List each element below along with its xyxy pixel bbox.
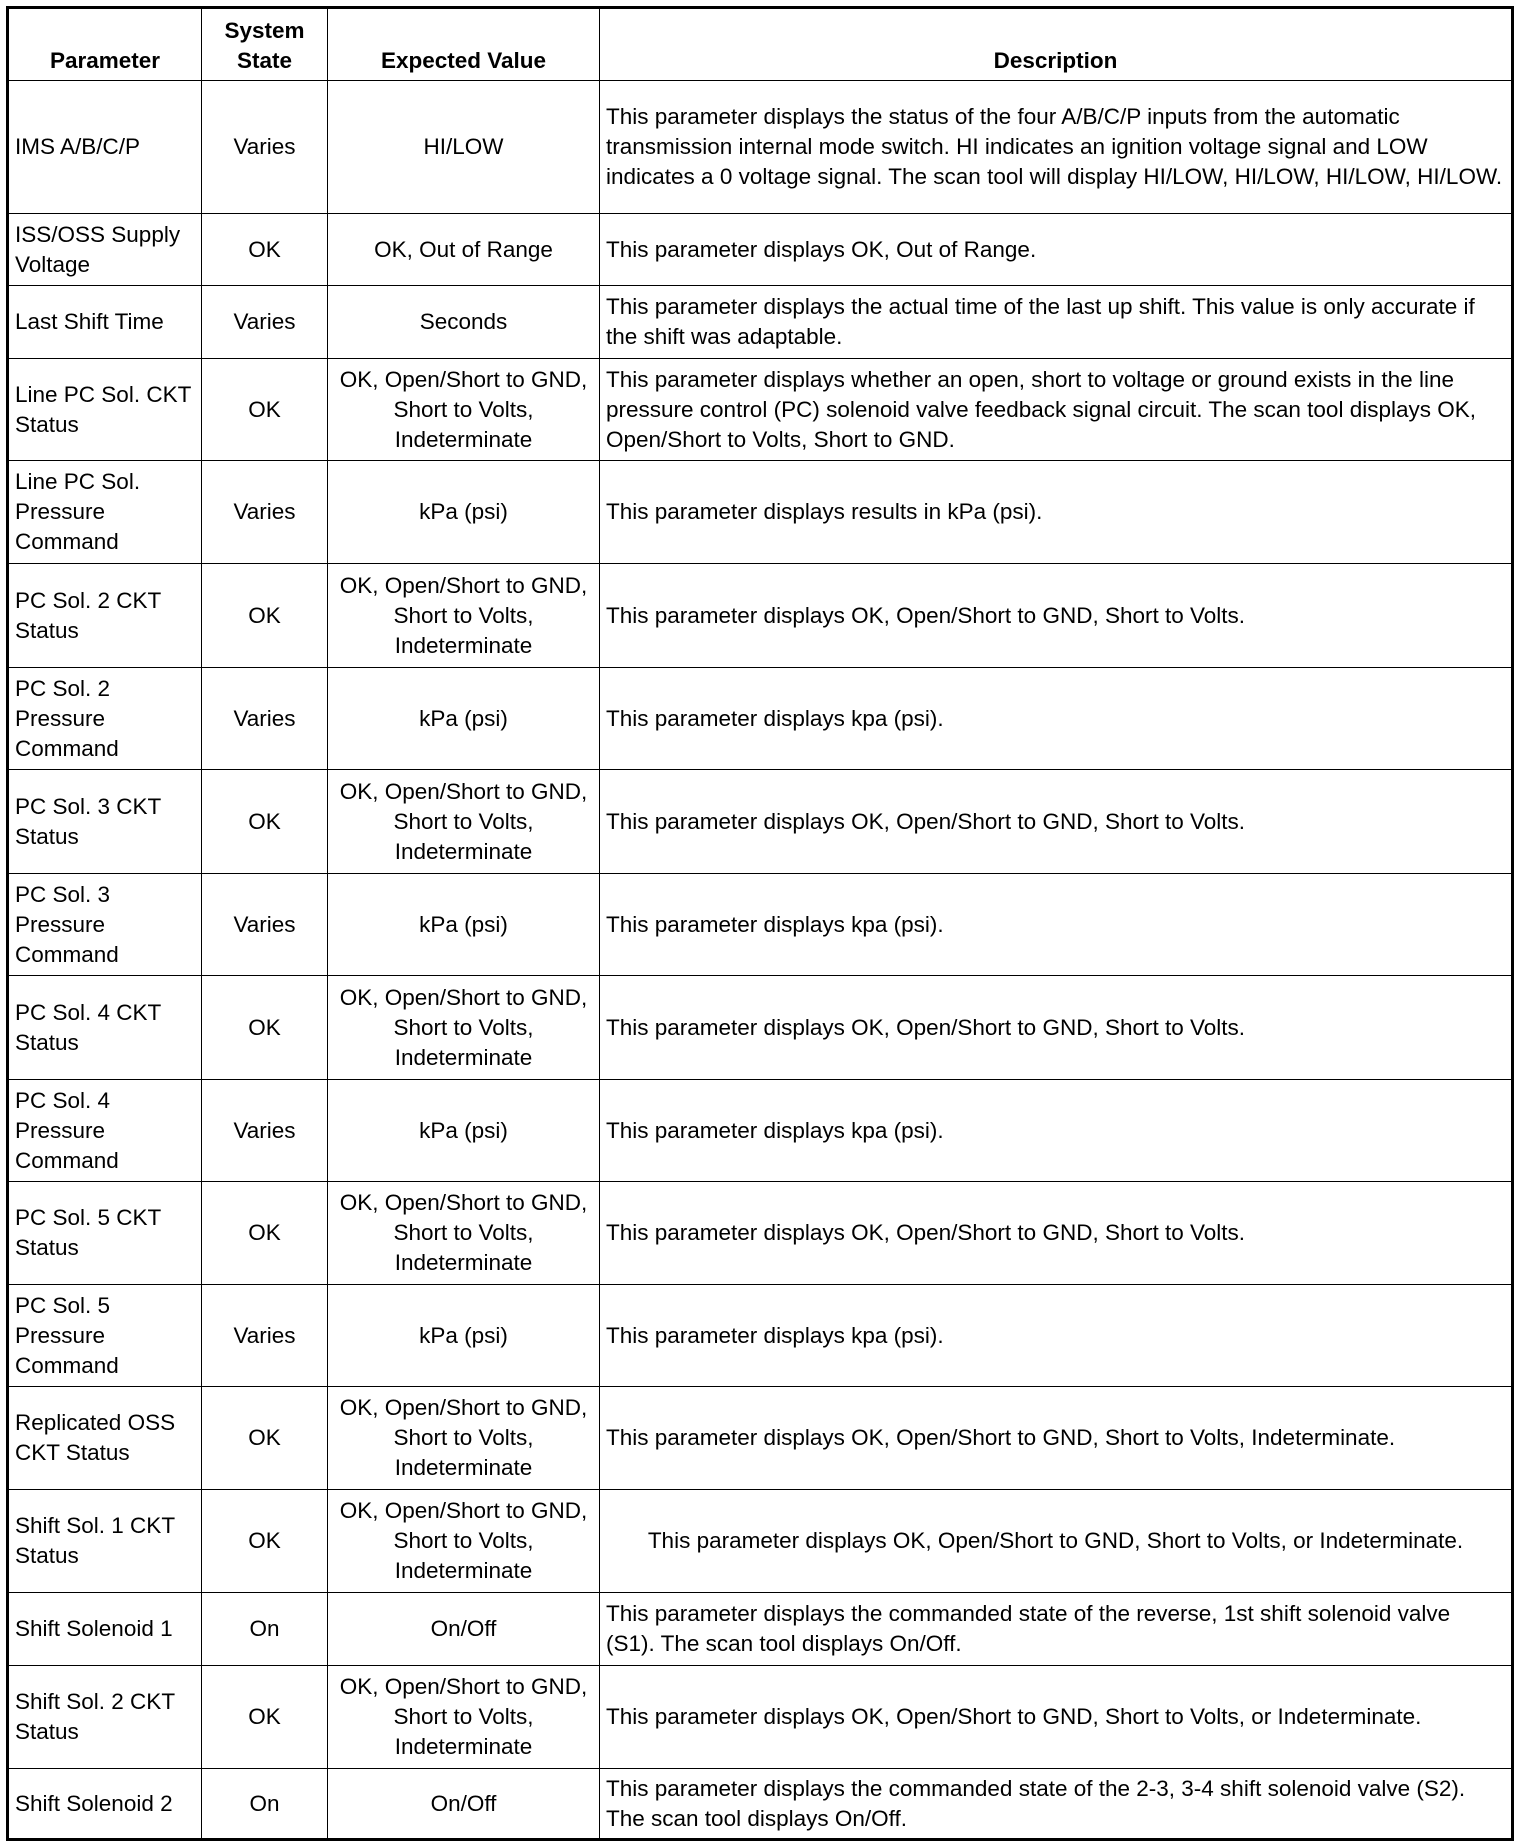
parameter-table-container <box>6 6 1514 1841</box>
system-state-cell: OK <box>202 359 328 461</box>
description-cell: This parameter displays results in kPa (psi). <box>600 461 1513 564</box>
parameter-cell: PC Sol. 3 CKT Status <box>8 770 202 874</box>
expected-value-cell: OK, Open/Short to GND, Short to Volts, Indeterminate <box>328 976 600 1080</box>
table-row <box>8 359 1513 461</box>
description-cell: This parameter displays the commanded state of the 2-3, 3-4 shift solenoid valve (S2). The scan tool displays On/Off. <box>600 1769 1513 1840</box>
table-row <box>8 81 1513 214</box>
description-cell: This parameter displays OK, Open/Short to GND, Short to Volts. <box>600 1182 1513 1285</box>
table-row <box>8 1666 1513 1769</box>
system-state-cell: OK <box>202 1666 328 1769</box>
system-state-cell: OK <box>202 976 328 1080</box>
description-cell: This parameter displays OK, Open/Short to GND, Short to Volts. <box>600 770 1513 874</box>
table-row <box>8 1080 1513 1182</box>
expected-value-cell: OK, Open/Short to GND, Short to Volts, Indeterminate <box>328 564 600 668</box>
table-row <box>8 770 1513 874</box>
parameter-cell: Shift Sol. 1 CKT Status <box>8 1490 202 1593</box>
parameter-cell: PC Sol. 4 CKT Status <box>8 976 202 1080</box>
system-state-cell: On <box>202 1593 328 1666</box>
table-row <box>8 1769 1513 1840</box>
expected-value-cell: OK, Open/Short to GND, Short to Volts, Indeterminate <box>328 1666 600 1769</box>
expected-value-cell: HI/LOW <box>328 81 600 214</box>
parameter-cell: PC Sol. 5 CKT Status <box>8 1182 202 1285</box>
parameter-cell: Line PC Sol. CKT Status <box>8 359 202 461</box>
system-state-cell: On <box>202 1769 328 1840</box>
system-state-cell: Varies <box>202 286 328 359</box>
parameter-cell: PC Sol. 2 Pressure Command <box>8 668 202 770</box>
table-row <box>8 1285 1513 1387</box>
parameter-cell: PC Sol. 4 Pressure Command <box>8 1080 202 1182</box>
description-cell: This parameter displays kpa (psi). <box>600 668 1513 770</box>
description-cell: This parameter displays whether an open, short to voltage or ground exists in the line pressure control (PC) solenoid valve feedback signal circuit. The scan tool displays OK, Open/Short to Volts, Short to GND. <box>600 359 1513 461</box>
expected-value-cell: kPa (psi) <box>328 1080 600 1182</box>
system-state-cell: OK <box>202 564 328 668</box>
description-cell: This parameter displays kpa (psi). <box>600 874 1513 976</box>
header-parameter: Parameter <box>8 8 202 81</box>
description-cell: This parameter displays OK, Open/Short to GND, Short to Volts. <box>600 564 1513 668</box>
description-cell: This parameter displays OK, Open/Short to GND, Short to Volts, Indeterminate. <box>600 1387 1513 1490</box>
description-cell: This parameter displays OK, Open/Short to GND, Short to Volts, or Indeterminate. <box>600 1490 1513 1593</box>
expected-value-cell: kPa (psi) <box>328 668 600 770</box>
expected-value-cell: kPa (psi) <box>328 461 600 564</box>
system-state-cell: Varies <box>202 461 328 564</box>
description-cell: This parameter displays the actual time of the last up shift. This value is only accurate if the shift was adaptable. <box>600 286 1513 359</box>
expected-value-cell: OK, Open/Short to GND, Short to Volts, Indeterminate <box>328 770 600 874</box>
table-row <box>8 214 1513 286</box>
description-cell: This parameter displays kpa (psi). <box>600 1285 1513 1387</box>
parameter-cell: PC Sol. 5 Pressure Command <box>8 1285 202 1387</box>
table-row <box>8 1593 1513 1666</box>
system-state-cell: Varies <box>202 1285 328 1387</box>
parameter-cell: PC Sol. 3 Pressure Command <box>8 874 202 976</box>
parameter-cell: Shift Solenoid 2 <box>8 1769 202 1840</box>
header-expected-value: Expected Value <box>328 8 600 81</box>
system-state-cell: OK <box>202 770 328 874</box>
parameter-cell: Last Shift Time <box>8 286 202 359</box>
description-cell: This parameter displays kpa (psi). <box>600 1080 1513 1182</box>
expected-value-cell: OK, Open/Short to GND, Short to Volts, Indeterminate <box>328 1490 600 1593</box>
table-row <box>8 286 1513 359</box>
expected-value-cell: kPa (psi) <box>328 874 600 976</box>
expected-value-cell: kPa (psi) <box>328 1285 600 1387</box>
header-row <box>8 8 1513 81</box>
table-row <box>8 668 1513 770</box>
table-row <box>8 1387 1513 1490</box>
table-row <box>8 1490 1513 1593</box>
expected-value-cell: OK, Open/Short to GND, Short to Volts, Indeterminate <box>328 359 600 461</box>
expected-value-cell: On/Off <box>328 1769 600 1840</box>
parameter-cell: Replicated OSS CKT Status <box>8 1387 202 1490</box>
description-cell: This parameter displays the commanded state of the reverse, 1st shift solenoid valve (S1). The scan tool displays On/Off. <box>600 1593 1513 1666</box>
system-state-cell: Varies <box>202 1080 328 1182</box>
expected-value-cell: OK, Open/Short to GND, Short to Volts, Indeterminate <box>328 1182 600 1285</box>
table-row <box>8 564 1513 668</box>
table-row <box>8 1182 1513 1285</box>
header-system-state: System State <box>202 8 328 81</box>
scan-tool-parameter-table <box>6 6 1514 1841</box>
parameter-cell: PC Sol. 2 CKT Status <box>8 564 202 668</box>
parameter-cell: ISS/OSS Supply Voltage <box>8 214 202 286</box>
description-cell: This parameter displays OK, Open/Short to GND, Short to Volts, or Indeterminate. <box>600 1666 1513 1769</box>
expected-value-cell: Seconds <box>328 286 600 359</box>
header-description: Description <box>600 8 1513 81</box>
table-body <box>8 81 1513 1840</box>
expected-value-cell: OK, Open/Short to GND, Short to Volts, Indeterminate <box>328 1387 600 1490</box>
table-row <box>8 874 1513 976</box>
system-state-cell: Varies <box>202 81 328 214</box>
system-state-cell: OK <box>202 1387 328 1490</box>
expected-value-cell: On/Off <box>328 1593 600 1666</box>
system-state-cell: Varies <box>202 874 328 976</box>
description-cell: This parameter displays OK, Out of Range. <box>600 214 1513 286</box>
parameter-cell: Shift Sol. 2 CKT Status <box>8 1666 202 1769</box>
expected-value-cell: OK, Out of Range <box>328 214 600 286</box>
system-state-cell: OK <box>202 214 328 286</box>
description-cell: This parameter displays the status of the four A/B/C/P inputs from the automatic transmission internal mode switch. HI indicates an ignition voltage signal and LOW indicates a 0 voltage signal. The scan tool will display HI/LOW, HI/LOW, HI/LOW, HI/LOW. <box>600 81 1513 214</box>
parameter-cell: IMS A/B/C/P <box>8 81 202 214</box>
system-state-cell: OK <box>202 1182 328 1285</box>
system-state-cell: OK <box>202 1490 328 1593</box>
description-cell: This parameter displays OK, Open/Short to GND, Short to Volts. <box>600 976 1513 1080</box>
parameter-cell: Shift Solenoid 1 <box>8 1593 202 1666</box>
parameter-cell: Line PC Sol. Pressure Command <box>8 461 202 564</box>
table-row <box>8 976 1513 1080</box>
table-row <box>8 461 1513 564</box>
system-state-cell: Varies <box>202 668 328 770</box>
